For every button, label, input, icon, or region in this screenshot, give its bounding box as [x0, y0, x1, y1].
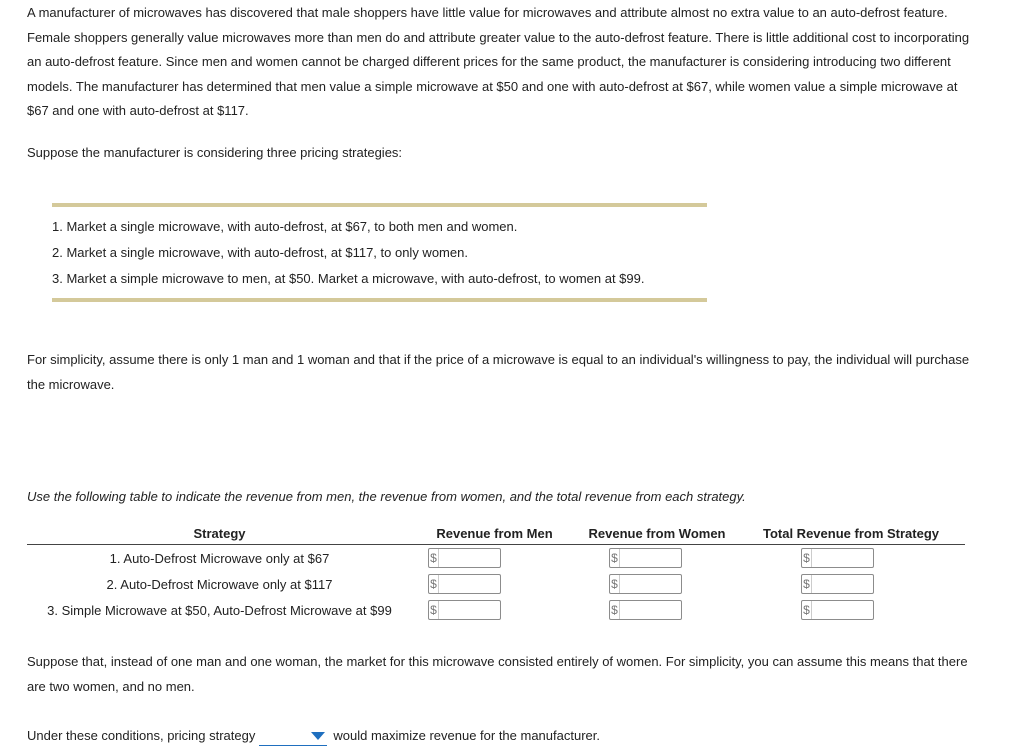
all-women-market-note: Suppose that, instead of one man and one woman, the market for this microwave consisted entirely of women. For simplicity, you can assume this means that there are two women, and no men.: [27, 654, 968, 694]
final-question-tail: would maximize revenue for the manufacturer.: [333, 728, 600, 743]
table-row: [27, 571, 965, 597]
strategy-item-1: 1. Market a single microwave, with auto-defrost, at $67, to both men and women.: [52, 219, 518, 234]
revenue-women-field-3[interactable]: [620, 602, 681, 618]
table-instructions: Use the following table to indicate the revenue from men, the revenue from women, and the total revenue from each strategy.: [27, 489, 746, 504]
divider-bottom: [52, 298, 707, 302]
strategy-item-2: 2. Market a single microwave, with auto-defrost, at $117, to only women.: [52, 245, 468, 260]
dollar-sign: $: [610, 575, 620, 593]
dollar-sign: $: [802, 575, 812, 593]
revenue-men-field-2[interactable]: [439, 576, 500, 592]
dollar-sign: $: [802, 601, 812, 619]
total-revenue-input-2: [801, 574, 874, 594]
revenue-women-input-1: [609, 548, 682, 568]
problem-intro: A manufacturer of microwaves has discovered that male shoppers have little value for microwaves and attribute almost no extra value to an auto-defrost feature. Female shoppers generally value microwaves more than men do and attribute greater value to the auto-defrost feature. There is little additional cost to incorporating an auto-defrost feature. Since men and women cannot be charged different prices for the same product, the manufacturer is considering introducing two different models. The manufacturer has determined that men value a simple microwave at $50 and one with auto-defrost at $67, while women value a simple microwave at $67 and one with auto-defrost at $117.: [27, 5, 970, 118]
total-revenue-field-1[interactable]: [812, 550, 873, 566]
total-revenue-input-3: [801, 600, 874, 620]
final-question: [27, 724, 600, 748]
dollar-sign: $: [429, 601, 439, 619]
revenue-men-field-3[interactable]: [439, 602, 500, 618]
revenue-men-input-1: [428, 548, 501, 568]
header-revenue-women: Revenue from Women: [577, 522, 737, 545]
table-row: [27, 545, 965, 572]
strategies-lead: Suppose the manufacturer is considering three pricing strategies:: [27, 145, 403, 160]
total-revenue-input-1: [801, 548, 874, 568]
row-strategy-label: 2. Auto-Defrost Microwave only at $117: [106, 576, 333, 592]
revenue-women-field-2[interactable]: [620, 576, 681, 592]
dollar-sign: $: [429, 575, 439, 593]
total-revenue-field-2[interactable]: [812, 576, 873, 592]
dollar-sign: $: [610, 601, 620, 619]
header-revenue-men: Revenue from Men: [412, 522, 577, 545]
strategy-list: [52, 214, 644, 292]
table-row: [27, 597, 965, 623]
dollar-sign: $: [429, 549, 439, 567]
revenue-men-input-2: [428, 574, 501, 594]
row-strategy-label: 1. Auto-Defrost Microwave only at $67: [109, 550, 330, 566]
revenue-men-input-3: [428, 600, 501, 620]
revenue-women-field-1[interactable]: [620, 550, 681, 566]
divider-top: [52, 203, 707, 207]
header-strategy: Strategy: [27, 522, 412, 545]
row-strategy-label: 3. Simple Microwave at $50, Auto-Defrost Microwave at $99: [47, 602, 392, 618]
strategy-item-3: 3. Market a simple microwave to men, at $50. Market a microwave, with auto-defrost, to women at $99.: [52, 271, 645, 286]
revenue-women-input-3: [609, 600, 682, 620]
final-question-lead: Under these conditions, pricing strategy: [27, 728, 256, 743]
dollar-sign: $: [802, 549, 812, 567]
strategy-dropdown[interactable]: [259, 727, 327, 746]
chevron-down-icon: [311, 732, 325, 740]
total-revenue-field-3[interactable]: [812, 602, 873, 618]
revenue-women-input-2: [609, 574, 682, 594]
revenue-men-field-1[interactable]: [439, 550, 500, 566]
table-header-row: [27, 522, 965, 545]
header-total-revenue: Total Revenue from Strategy: [737, 522, 965, 545]
simplicity-note: For simplicity, assume there is only 1 man and 1 woman and that if the price of a microwave is equal to an individual's willingness to pay, the individual will purchase the microwave.: [27, 352, 970, 392]
revenue-table: [27, 522, 965, 623]
dollar-sign: $: [610, 549, 620, 567]
